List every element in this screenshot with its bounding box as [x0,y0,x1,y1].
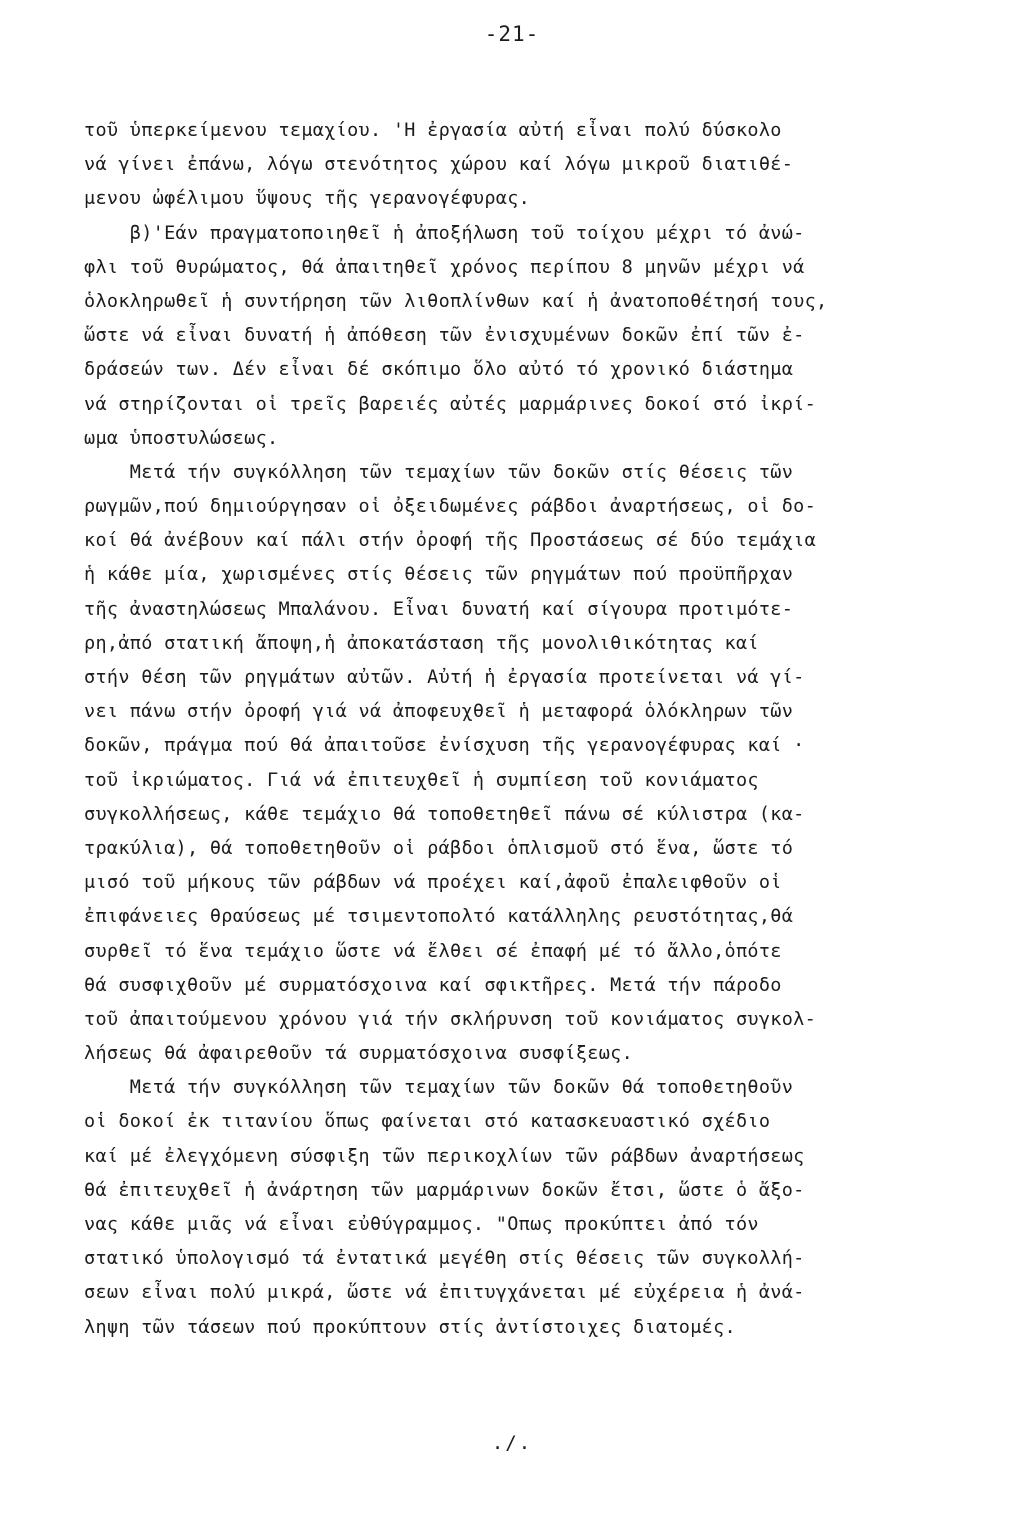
text-line: τρακύλια), θά τοποθετηθοῦν οἱ ράβδοι ὁπλισμοῦ στό ἕνα, ὥστε τό [84,837,794,859]
text-line: θά ἐπιτευχθεῖ ἡ ἀνάρτηση τῶν μαρμάρινων δοκῶν ἔτσι, ὥστε ὁ ἄξο- [84,1179,805,1201]
text-line: κοί θά ἀνέβουν καί πάλι στήν ὀροφή τῆς Προστάσεως σέ δύο τεμάχια [84,530,817,552]
text-line: νά γίνει ἐπάνω, λόγω στενότητος χώρου καί λόγω μικροῦ διατιθέ- [84,154,794,176]
text-line: ληψη τῶν τάσεων πού προκύπτουν στίς ἀντίστοιχες διατομές. [84,1316,736,1338]
text-line: συρθεῖ τό ἕνα τεμάχιο ὥστε νά ἔλθει σέ ἐπαφή μέ τό ἄλλο,ὁπότε [84,940,782,962]
text-line: δράσεών των. Δέν εἶναι δέ σκόπιμο ὅλο αὐτό τό χρονικό διάστημα [84,359,794,381]
body-text [84,114,964,1345]
text-line: β)'Εάν πραγματοποιηθεῖ ἡ ἀποξήλωση τοῦ τοίχου μέχρι τό ἀνώ- [84,222,805,244]
text-line: τοῦ ἀπαιτούμενου χρόνου γιά τήν σκλήρυνση τοῦ κονιάματος συγκολ- [84,1008,817,1030]
text-line: ἡ κάθε μία, χωρισμένες στίς θέσεις τῶν ρηγμάτων πού προϋπῆρχαν [84,564,794,586]
text-line: ρωγμῶν,πού δημιούργησαν οἱ ὀξειδωμένες ράβδοι ἀναρτήσεως, οἱ δο- [84,496,817,518]
page-number: -21- [484,22,540,46]
text-line: τοῦ ὑπερκείμενου τεμαχίου. 'Η ἐργασία αὐτή εἶναι πολύ δύσκολο [84,120,782,141]
text-line: νας κάθε μιᾶς νά εἶναι εὐθύγραμμος. "Οπως προκύπτει ἀπό τόν [84,1214,759,1235]
text-line: ρη,ἀπό στατική ἄποψη,ἡ ἀποκατάσταση τῆς μονολιθικότητας καί [84,632,759,654]
continuation-mark: ./. [491,1432,533,1454]
text-line: δοκῶν, πράγμα πού θά ἀπαιτοῦσε ἐνίσχυση τῆς γερανογέφυρας καί · [84,735,805,757]
text-line: ωμα ὑποστυλώσεως. [84,427,279,449]
text-line: νά στηρίζονται οἱ τρεῖς βαρειές αὐτές μαρμάρινες δοκοί στό ἰκρί- [84,393,817,415]
text-line: σεων εἶναι πολύ μικρά, ὥστε νά ἐπιτυγχάνεται μέ εὐχέρεια ἡ ἀνά- [84,1282,805,1304]
text-line: καί μέ ἐλεγχόμενη σύσφιξη τῶν περικοχλίων τῶν ράβδων ἀναρτήσεως [84,1145,805,1167]
text-line: στήν θέση τῶν ρηγμάτων αὐτῶν. Αὐτή ἡ ἐργασία προτείνεται νά γί- [84,667,805,688]
text-line: λήσεως θά ἀφαιρεθοῦν τά συρματόσχοινα συσφίξεως. [84,1043,634,1065]
text-line: θά συσφιχθοῦν μέ συρματόσχοινα καί σφικτῆρες. Μετά τήν πάροδο [84,974,782,996]
text-line: τῆς ἀναστηλώσεως Μπαλάνου. Εἶναι δυνατή καί σίγουρα προτιμότε- [84,598,794,620]
text-line: τοῦ ἰκριώματος. Γιά νά ἐπιτευχθεῖ ἡ συμπίεση τοῦ κονιάματος [84,769,759,791]
text-line: Μετά τήν συγκόλληση τῶν τεμαχίων τῶν δοκῶν στίς θέσεις τῶν [84,461,794,483]
text-line: μενου ὠφέλιμου ὕψους τῆς γερανογέφυρας. [84,188,531,210]
text-line: ἐπιφάνειες θραύσεως μέ τσιμεντοπολτό κατάλληλης ρευστότητας,θά [84,906,794,928]
text-line: ὁλοκληρωθεῖ ἡ συντήρηση τῶν λιθοπλίνθων καί ἡ ἀνατοποθέτησή τους, [84,290,828,312]
text-line: οἱ δοκοί ἐκ τιτανίου ὅπως φαίνεται στό κατασκευαστικό σχέδιο [84,1111,771,1133]
text-line: ὥστε νά εἶναι δυνατή ἡ ἀπόθεση τῶν ἐνισχυμένων δοκῶν ἐπί τῶν ἐ- [84,325,805,347]
text-line: νει πάνω στήν ὀροφή γιά νά ἀποφευχθεῖ ἡ μεταφορά ὁλόκληρων τῶν [84,701,794,723]
text-line: φλι τοῦ θυρώματος, θά ἀπαιτηθεῖ χρόνος περίπου 8 μηνῶν μέχρι νά [84,256,805,278]
text-line: Μετά τήν συγκόλληση τῶν τεμαχίων τῶν δοκῶν θά τοποθετηθοῦν [84,1077,794,1099]
text-line: συγκολλήσεως, κάθε τεμάχιο θά τοποθετηθεῖ πάνω σέ κύλιστρα (κα- [84,803,805,825]
text-line: στατικό ὑπολογισμό τά ἐντατικά μεγέθη στίς θέσεις τῶν συγκολλή- [84,1248,805,1270]
text-line: μισό τοῦ μήκους τῶν ράβδων νά προέχει καί,ἀφοῦ ἐπαλειφθοῦν οἱ [84,872,782,894]
